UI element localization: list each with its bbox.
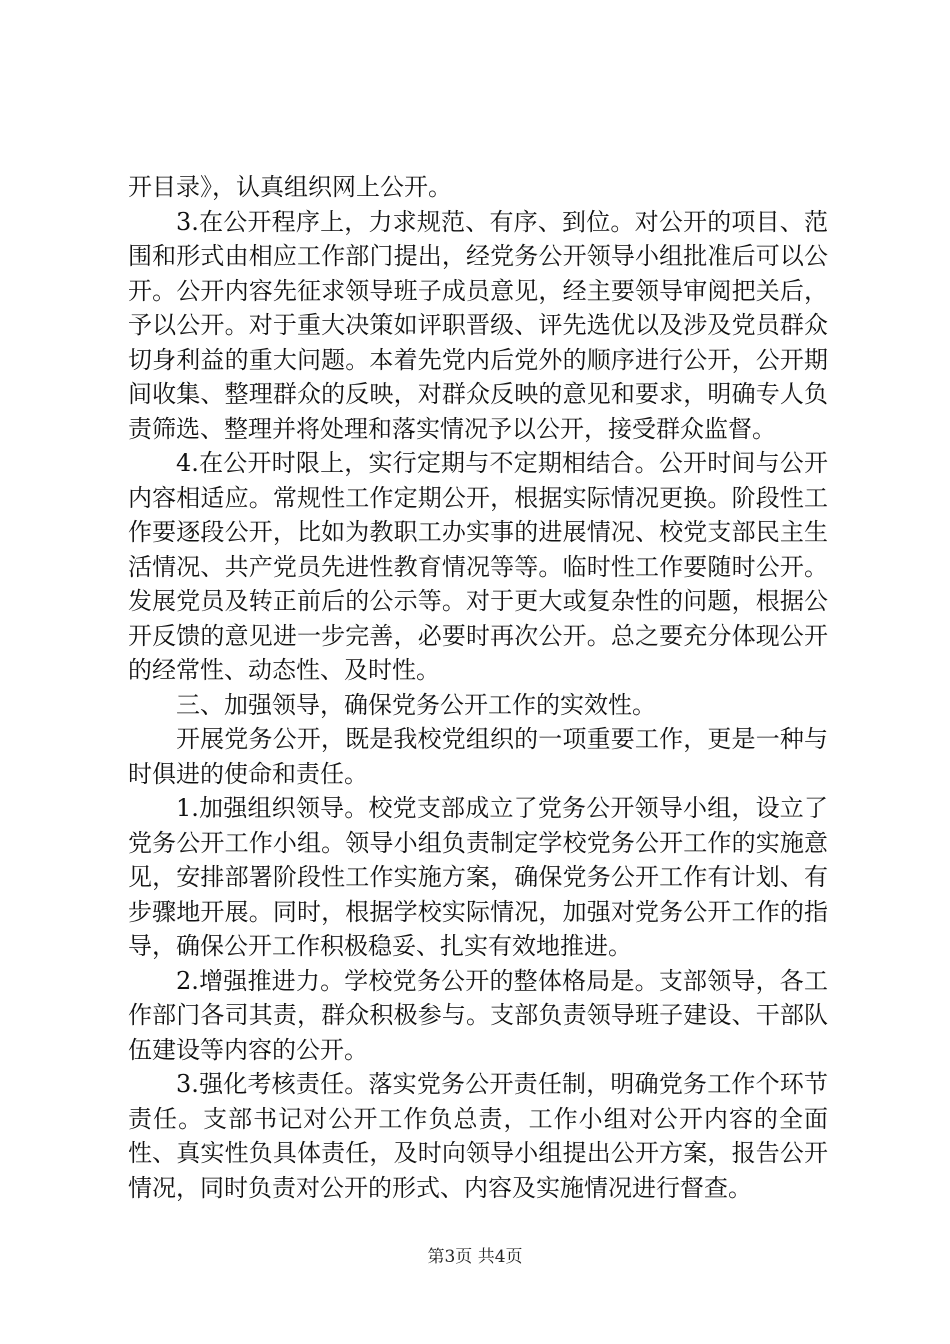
page-footer: 第3页 共4页 [427, 1247, 523, 1267]
paragraph-organization: 1.加强组织领导。校党支部成立了党务公开领导小组，设立了党务公开工作小组。领导小组负责制定学校党务公开工作的实施意见，安排部署阶段性工作实施方案，确保党务公开工作有计划、有步骤地开展。同时，根据学校实际情况，加强对党务公开工作的指导，确保公开工作积极稳妥、扎实有效地推进。 [128, 794, 828, 960]
paragraph-continuation: 开目录》，认真组织网上公开。 [128, 173, 452, 201]
paragraph-promotion: 2.增强推进力。学校党务公开的整体格局是。支部领导，各工作部门各司其责，群众积极参与。支部负责领导班子建设、干部队伍建设等内容的公开。 [128, 966, 828, 1064]
paragraph-time-limit: 4.在公开时限上，实行定期与不定期相结合。公开时间与公开内容相适应。常规性工作定期公开，根据实际情况更换。阶段性工作要逐段公开，比如为教职工办实事的进展情况、校党支部民主生活情况、共产党员先进性教育情况等等。临时性工作要随时公开。发展党员及转正前后的公示等。对于更大或复杂性的问题，根据公开反馈的意见进一步完善，必要时再次公开。总之要充分体现公开的经常性、动态性、及时性。 [128, 449, 828, 684]
paragraph-intro: 开展党务公开，既是我校党组织的一项重要工作，更是一种与时俱进的使命和责任。 [128, 725, 828, 788]
section-heading-3: 三、加强领导，确保党务公开工作的实效性。 [176, 690, 656, 719]
paragraph-procedure: 3.在公开程序上，力求规范、有序、到位。对公开的项目、范围和形式由相应工作部门提出，经党务公开领导小组批准后可以公开。公开内容先征求领导班子成员意见，经主要领导审阅把关后，予以公开。对于重大决策如评职晋级、评先选优以及涉及党员群众切身利益的重大问题。本着先党内后党外的顺序进行公开，公开期间收集、整理群众的反映，对群众反映的意见和要求，明确专人负责筛选、整理并将处理和落实情况予以公开，接受群众监督。 [128, 207, 828, 443]
document-body [128, 170, 828, 1205]
paragraph-assessment: 3.强化考核责任。落实党务公开责任制，明确党务工作个环节责任。支部书记对公开工作负总责，工作小组对公开内容的全面性、真实性负具体责任，及时向领导小组提出公开方案，报告公开情况，同时负责对公开的形式、内容及实施情况进行督查。 [128, 1070, 828, 1202]
